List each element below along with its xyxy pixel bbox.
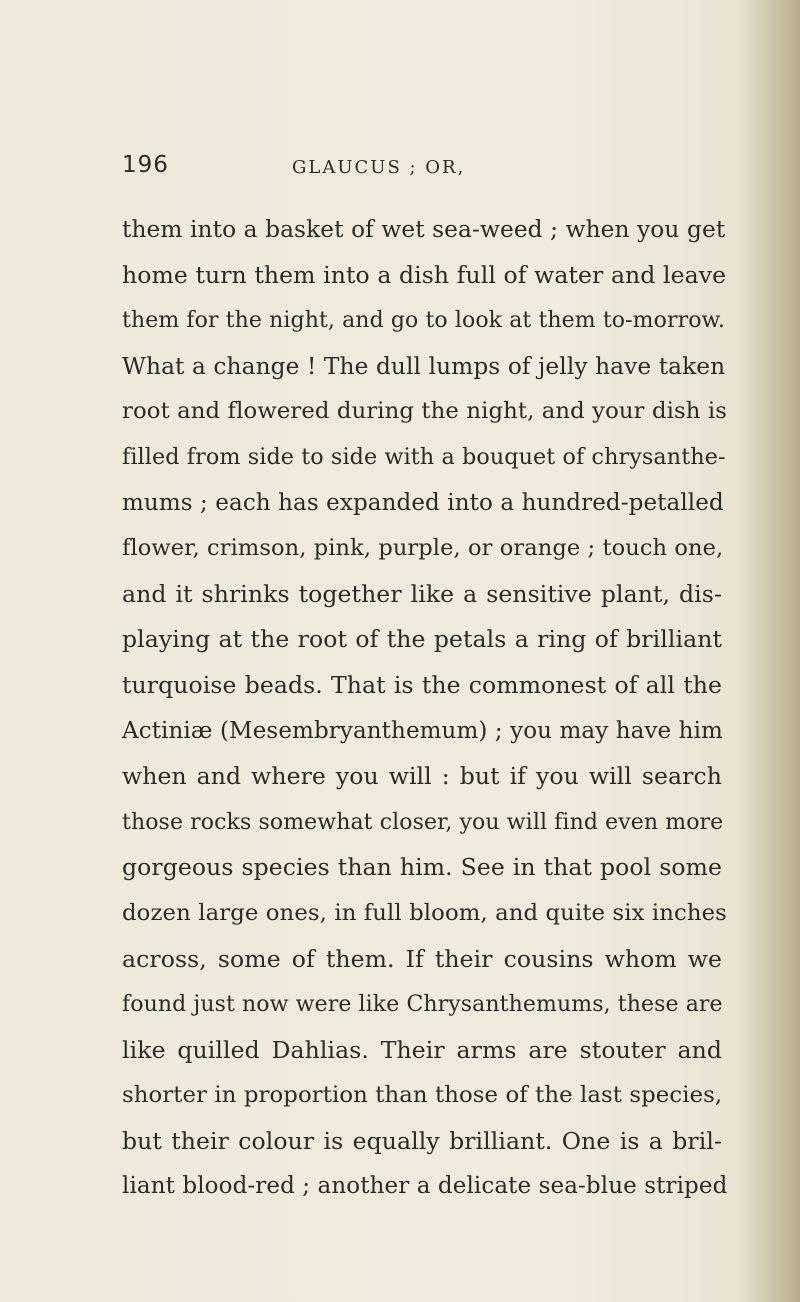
text-line: found just now were like Chrysanthemums, these are [122,992,723,1018]
text-line: liant blood-red ; another a delicate sea-blue striped [122,1173,728,1200]
text-line: playing at the root of the petals a ring of brilliant [122,625,722,654]
text-line: and it shrinks together like a sensitive plant, dis- [122,579,722,608]
text-line: shorter in proportion than those of the last species, [122,1082,723,1109]
text-line: What a change ! The dull lumps of jelly have taken [122,352,726,380]
text-line: when and where you will : but if you will search [122,762,722,791]
text-line: them into a basket of wet sea-weed ; when you get [122,216,726,243]
text-line: like quilled Dahlias. Their arms are stouter and [122,1035,722,1064]
text-line: root and flowered during the night, and your dish is [122,398,728,425]
page-header [122,152,722,192]
running-head: GLAUCUS ; OR, [292,157,466,178]
page-number: 196 [122,152,169,178]
body-text [122,207,728,1210]
text-line: across, some of them. If their cousins whom we [122,944,722,973]
text-line: gorgeous species than him. See in that pool some [122,853,722,882]
text-line: Actiniæ (Mesembryanthemum) ; you may have him [122,717,723,744]
text-line: flower, crimson, pink, purple, or orange ; touch one, [122,535,724,562]
text-line: mums ; each has expanded into a hundred-petalled [122,489,724,516]
text-line: turquoise beads. That is the commonest of all the [122,670,722,699]
text-line: those rocks somewhat closer, you will find even more [122,809,724,835]
text-line: dozen large ones, in full bloom, and quite six inches [122,899,727,926]
text-line: but their colour is equally brilliant. One is a bril- [122,1126,722,1155]
text-line: filled from side to side with a bouquet of chrysanthe- [122,443,726,470]
text-line: home turn them into a dish full of water and leave [122,260,727,289]
text-line: them for the night, and go to look at them to-morrow. [122,308,725,334]
